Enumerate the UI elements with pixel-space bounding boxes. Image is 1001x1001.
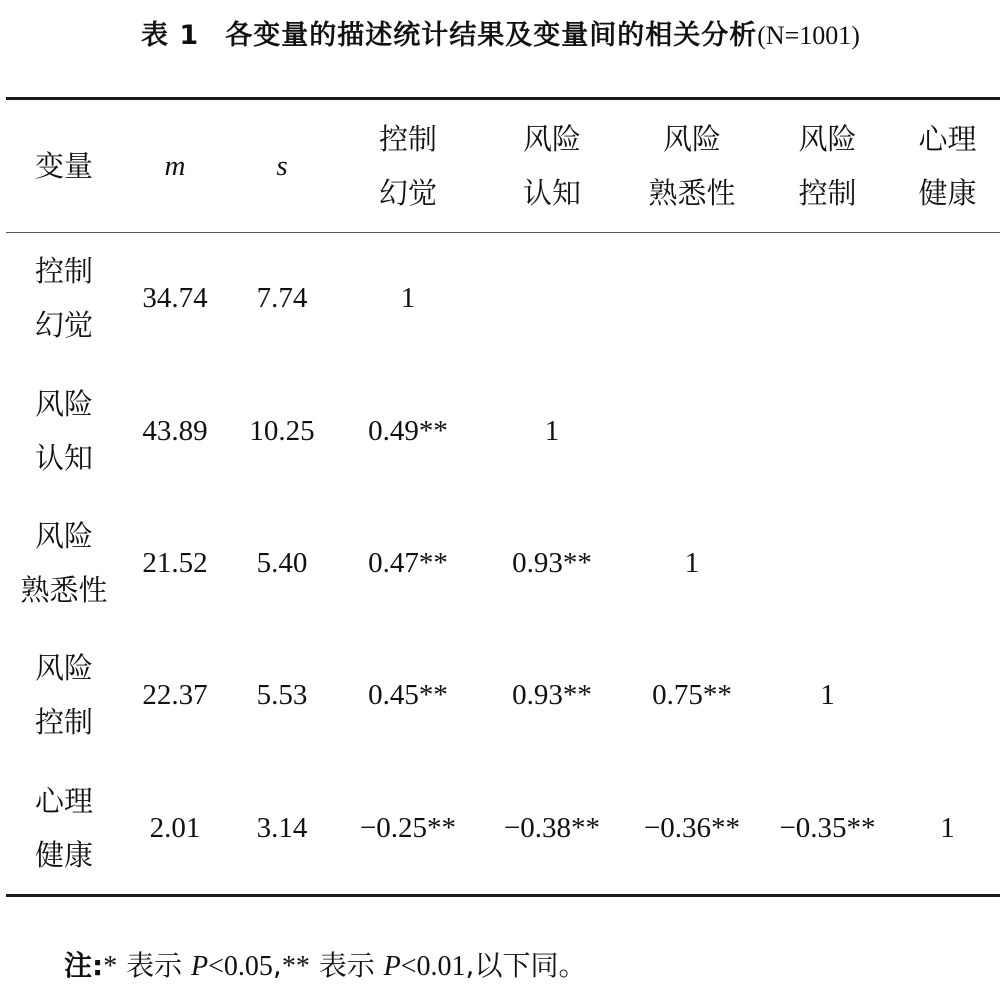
note-tail: ,以下同。 (465, 949, 587, 982)
note-text: 表示 (117, 949, 192, 982)
caption-title: 各变量的描述统计结果及变量间的相关分析 (225, 20, 758, 51)
cell-sd: 3.14 (256, 811, 308, 844)
table-row (6, 629, 1000, 761)
table-row (6, 497, 1000, 629)
header-variable: 变量 (34, 148, 93, 183)
cell-mean: 22.37 (142, 679, 208, 712)
cell-mean: 34.74 (142, 282, 208, 315)
cell-r (624, 364, 760, 496)
header-col-1: 控制 幻觉 (378, 122, 437, 210)
cell-r: 1 (940, 811, 955, 844)
header-col-2: 风险 认知 (522, 122, 581, 210)
cell-r: −0.35** (779, 811, 876, 844)
cell-sd: 7.74 (256, 282, 308, 315)
row-variable: 风险 控制 (34, 651, 93, 740)
cell-r: 0.45** (368, 679, 448, 712)
note-star-single: * (103, 951, 118, 982)
row-variable: 心理 健康 (34, 783, 93, 872)
correlation-table (6, 100, 1000, 894)
cell-sd: 5.53 (256, 679, 308, 712)
table-caption (0, 14, 1001, 58)
cell-r (895, 629, 1000, 761)
note-star-double: ** (281, 951, 310, 982)
header-col-4: 风险 控制 (798, 122, 857, 210)
caption-sample-size: (N=1001) (757, 21, 860, 50)
cell-r: 0.75** (652, 679, 732, 712)
cell-r: 0.49** (368, 414, 448, 447)
cell-mean: 21.52 (142, 546, 208, 579)
cell-r: −0.38** (503, 811, 601, 844)
note-separator: , (272, 949, 282, 982)
cell-r: 0.93** (512, 546, 592, 579)
cell-r: 1 (820, 679, 835, 712)
cell-r (760, 232, 895, 364)
cell-mean: 43.89 (142, 414, 208, 447)
header-col-3: 风险 熟悉性 (648, 122, 736, 210)
table-row (6, 364, 1000, 496)
cell-r (624, 232, 760, 364)
table-row (6, 232, 1000, 364)
header-mean: m (164, 150, 186, 182)
cell-r: −0.36** (643, 811, 741, 844)
note-text: 表示 (309, 949, 384, 982)
cell-r (480, 232, 624, 364)
header-row (6, 100, 1000, 232)
cell-r: 0.93** (512, 679, 592, 712)
cell-r: 1 (544, 414, 560, 447)
cell-mean: 2.01 (149, 811, 201, 844)
table-bottom-rule (6, 894, 1000, 897)
note-label: 注: (64, 949, 104, 982)
cell-r (895, 232, 1000, 364)
table-note (64, 944, 586, 989)
row-variable: 控制 幻觉 (34, 254, 93, 343)
cell-r: 1 (400, 282, 416, 315)
note-p-symbol: P (191, 951, 209, 982)
row-variable: 风险 认知 (34, 386, 93, 475)
cell-r: 1 (684, 546, 700, 579)
cell-sd: 5.40 (256, 546, 308, 579)
header-col-5: 心理 健康 (918, 122, 977, 210)
table-row (6, 762, 1000, 894)
note-threshold: <0.01 (400, 951, 466, 982)
note-threshold: <0.05 (208, 951, 273, 982)
note-p-symbol: P (383, 951, 401, 982)
cell-r: −0.25** (359, 811, 457, 844)
header-sd: s (276, 150, 288, 182)
row-variable: 风险 熟悉性 (20, 518, 108, 607)
cell-r (760, 497, 895, 629)
cell-r (895, 497, 1000, 629)
cell-sd: 10.25 (249, 414, 315, 447)
cell-r (895, 364, 1000, 496)
caption-label: 表 1 (141, 20, 200, 51)
cell-r (760, 364, 895, 496)
cell-r: 0.47** (368, 546, 448, 579)
